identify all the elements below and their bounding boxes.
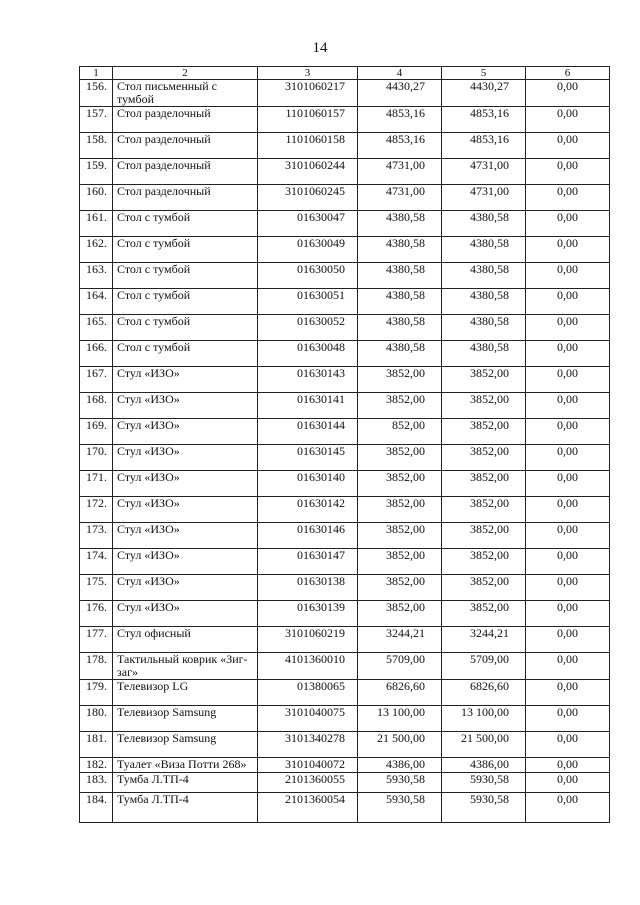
value-col5: 3852,00 [442,549,526,575]
value-col4: 3852,00 [358,471,442,497]
table-row [80,133,610,159]
row-number: 184. [80,793,113,823]
table-row [80,732,610,758]
value-col5: 3852,00 [442,419,526,445]
table-row [80,680,610,706]
column-header-3: 3 [258,67,358,80]
value-col4: 4380,58 [358,211,442,237]
item-name: Телевизор Samsung [113,732,258,758]
value-col6: 0,00 [526,237,610,263]
table-row [80,211,610,237]
item-name: Стол с тумбой [113,237,258,263]
inventory-code: 01380065 [258,680,358,706]
table-row [80,471,610,497]
value-col6: 0,00 [526,263,610,289]
value-col5: 4380,58 [442,315,526,341]
value-col6: 0,00 [526,445,610,471]
value-col5: 3852,00 [442,497,526,523]
item-name: Стул «ИЗО» [113,497,258,523]
value-col6: 0,00 [526,497,610,523]
inventory-code: 01630141 [258,393,358,419]
item-name: Стул «ИЗО» [113,471,258,497]
value-col5: 21 500,00 [442,732,526,758]
value-col5: 4430,27 [442,80,526,107]
value-col4: 4430,27 [358,80,442,107]
inventory-table [79,66,610,823]
value-col6: 0,00 [526,773,610,793]
value-col4: 852,00 [358,419,442,445]
inventory-code: 01630143 [258,367,358,393]
value-col6: 0,00 [526,793,610,823]
item-name: Стол письменный с тумбой [113,80,258,107]
row-number: 161. [80,211,113,237]
value-col6: 0,00 [526,732,610,758]
value-col6: 0,00 [526,315,610,341]
table-row [80,419,610,445]
row-number: 160. [80,185,113,211]
row-number: 168. [80,393,113,419]
value-col4: 3852,00 [358,601,442,627]
value-col6: 0,00 [526,419,610,445]
item-name: Стул «ИЗО» [113,393,258,419]
value-col6: 0,00 [526,523,610,549]
value-col6: 0,00 [526,80,610,107]
item-name: Стол с тумбой [113,211,258,237]
page-number: 14 [312,40,328,56]
value-col4: 4386,00 [358,758,442,773]
row-number: 157. [80,107,113,133]
table-row [80,653,610,680]
table-row [80,523,610,549]
row-number: 158. [80,133,113,159]
row-number: 177. [80,627,113,653]
row-number: 162. [80,237,113,263]
item-name: Стол с тумбой [113,289,258,315]
value-col5: 4380,58 [442,263,526,289]
inventory-code: 01630138 [258,575,358,601]
inventory-code: 01630052 [258,315,358,341]
inventory-code: 01630050 [258,263,358,289]
value-col5: 3852,00 [442,367,526,393]
inventory-code: 01630048 [258,341,358,367]
inventory-code: 01630147 [258,549,358,575]
table-row [80,107,610,133]
value-col6: 0,00 [526,627,610,653]
table-row [80,367,610,393]
item-name: Стол разделочный [113,133,258,159]
item-name: Стул «ИЗО» [113,549,258,575]
item-name: Стул офисный [113,627,258,653]
row-number: 179. [80,680,113,706]
value-col5: 3852,00 [442,523,526,549]
item-name: Стол разделочный [113,107,258,133]
value-col6: 0,00 [526,601,610,627]
value-col6: 0,00 [526,107,610,133]
table-row [80,575,610,601]
table-row [80,793,610,823]
item-name: Стол с тумбой [113,263,258,289]
row-number: 183. [80,773,113,793]
value-col4: 13 100,00 [358,706,442,732]
value-col5: 4853,16 [442,133,526,159]
value-col6: 0,00 [526,289,610,315]
row-number: 170. [80,445,113,471]
value-col4: 3852,00 [358,393,442,419]
value-col4: 4853,16 [358,133,442,159]
inventory-code: 3101060217 [258,80,358,107]
value-col6: 0,00 [526,680,610,706]
item-name: Стол разделочный [113,159,258,185]
table-row [80,773,610,793]
row-number: 182. [80,758,113,773]
value-col6: 0,00 [526,211,610,237]
value-col5: 3852,00 [442,471,526,497]
value-col5: 4380,58 [442,211,526,237]
value-col4: 5709,00 [358,653,442,680]
item-name: Телевизор Samsung [113,706,258,732]
value-col5: 4380,58 [442,237,526,263]
value-col4: 3852,00 [358,549,442,575]
row-number: 176. [80,601,113,627]
column-header-6: 6 [526,67,610,80]
row-number: 178. [80,653,113,680]
inventory-code: 3101060244 [258,159,358,185]
value-col5: 3852,00 [442,445,526,471]
inventory-code: 1101060157 [258,107,358,133]
value-col4: 3852,00 [358,445,442,471]
value-col6: 0,00 [526,133,610,159]
column-header-1: 1 [80,67,113,80]
row-number: 175. [80,575,113,601]
value-col5: 5709,00 [442,653,526,680]
item-name: Телевизор LG [113,680,258,706]
table-row [80,289,610,315]
item-name: Тумба Л.ТП-4 [113,773,258,793]
value-col4: 4380,58 [358,237,442,263]
value-col6: 0,00 [526,471,610,497]
value-col4: 4380,58 [358,289,442,315]
table-body [80,80,610,823]
row-number: 164. [80,289,113,315]
item-name: Стул «ИЗО» [113,445,258,471]
table-header-row [80,67,610,80]
inventory-code: 01630140 [258,471,358,497]
value-col4: 4380,58 [358,341,442,367]
value-col4: 4853,16 [358,107,442,133]
value-col4: 4731,00 [358,185,442,211]
value-col6: 0,00 [526,185,610,211]
value-col6: 0,00 [526,367,610,393]
row-number: 156. [80,80,113,107]
column-header-5: 5 [442,67,526,80]
value-col5: 3244,21 [442,627,526,653]
inventory-code: 01630144 [258,419,358,445]
table-row [80,80,610,107]
item-name: Стул «ИЗО» [113,419,258,445]
value-col4: 6826,60 [358,680,442,706]
value-col5: 4731,00 [442,185,526,211]
inventory-code: 01630049 [258,237,358,263]
item-name: Стол с тумбой [113,315,258,341]
value-col5: 5930,58 [442,793,526,823]
table-row [80,706,610,732]
value-col5: 13 100,00 [442,706,526,732]
value-col4: 4380,58 [358,315,442,341]
value-col4: 4731,00 [358,159,442,185]
inventory-code: 4101360010 [258,653,358,680]
table-row [80,237,610,263]
inventory-code: 01630146 [258,523,358,549]
value-col5: 3852,00 [442,393,526,419]
value-col5: 4380,58 [442,289,526,315]
value-col6: 0,00 [526,653,610,680]
column-header-4: 4 [358,67,442,80]
value-col6: 0,00 [526,706,610,732]
inventory-code: 3101040072 [258,758,358,773]
inventory-code: 2101360055 [258,773,358,793]
value-col5: 4386,00 [442,758,526,773]
table-row [80,159,610,185]
row-number: 181. [80,732,113,758]
row-number: 174. [80,549,113,575]
value-col6: 0,00 [526,159,610,185]
table-row [80,393,610,419]
inventory-code: 01630051 [258,289,358,315]
value-col4: 3852,00 [358,497,442,523]
inventory-code: 01630142 [258,497,358,523]
inventory-code: 3101060219 [258,627,358,653]
row-number: 166. [80,341,113,367]
row-number: 180. [80,706,113,732]
row-number: 171. [80,471,113,497]
value-col4: 3852,00 [358,367,442,393]
item-name: Стол разделочный [113,185,258,211]
row-number: 165. [80,315,113,341]
row-number: 173. [80,523,113,549]
value-col5: 6826,60 [442,680,526,706]
item-name: Стол с тумбой [113,341,258,367]
value-col5: 4380,58 [442,341,526,367]
item-name: Туалет «Виза Потти 268» [113,758,258,773]
value-col6: 0,00 [526,393,610,419]
value-col6: 0,00 [526,758,610,773]
inventory-code: 3101040075 [258,706,358,732]
value-col6: 0,00 [526,341,610,367]
value-col5: 3852,00 [442,601,526,627]
table-row [80,549,610,575]
item-name: Стул «ИЗО» [113,367,258,393]
table-row [80,758,610,773]
row-number: 169. [80,419,113,445]
value-col4: 5930,58 [358,793,442,823]
value-col5: 4853,16 [442,107,526,133]
value-col4: 4380,58 [358,263,442,289]
table-row [80,185,610,211]
inventory-code: 3101340278 [258,732,358,758]
table-row [80,263,610,289]
value-col4: 3244,21 [358,627,442,653]
row-number: 159. [80,159,113,185]
item-name: Стул «ИЗО» [113,523,258,549]
table-row [80,445,610,471]
value-col5: 5930,58 [442,773,526,793]
row-number: 163. [80,263,113,289]
row-number: 172. [80,497,113,523]
inventory-code: 01630047 [258,211,358,237]
row-number: 167. [80,367,113,393]
value-col4: 3852,00 [358,523,442,549]
inventory-code: 3101060245 [258,185,358,211]
item-name: Тактильный коврик «Зиг-заг» [113,653,258,680]
value-col6: 0,00 [526,575,610,601]
inventory-code: 01630145 [258,445,358,471]
table-row [80,315,610,341]
inventory-code: 01630139 [258,601,358,627]
table-row [80,341,610,367]
value-col6: 0,00 [526,549,610,575]
item-name: Тумба Л.ТП-4 [113,793,258,823]
value-col4: 3852,00 [358,575,442,601]
inventory-code: 2101360054 [258,793,358,823]
table-row [80,497,610,523]
value-col5: 3852,00 [442,575,526,601]
inventory-code: 1101060158 [258,133,358,159]
item-name: Стул «ИЗО» [113,601,258,627]
column-header-2: 2 [113,67,258,80]
item-name: Стул «ИЗО» [113,575,258,601]
value-col4: 5930,58 [358,773,442,793]
table-row [80,601,610,627]
value-col4: 21 500,00 [358,732,442,758]
table-row [80,627,610,653]
value-col5: 4731,00 [442,159,526,185]
